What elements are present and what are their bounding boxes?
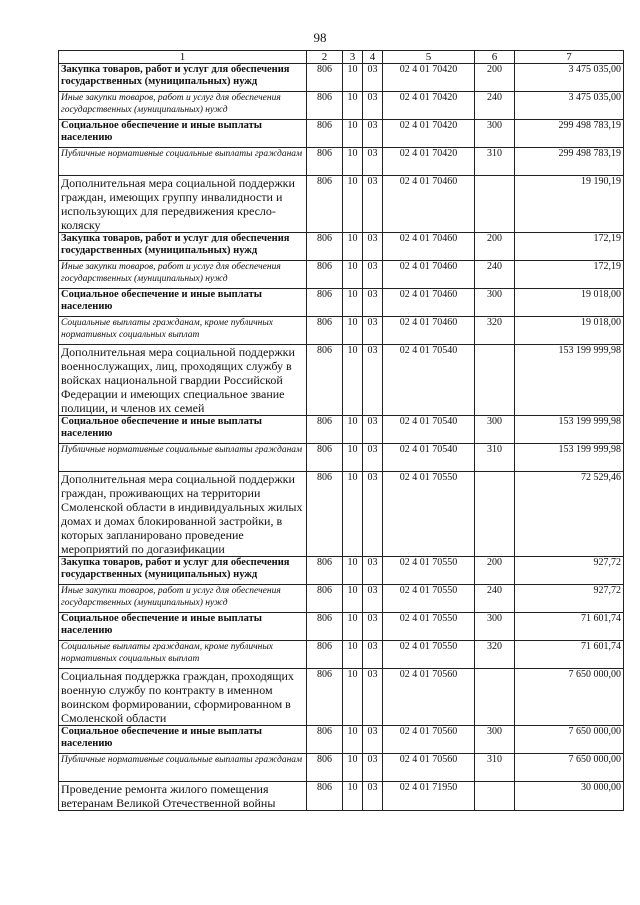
row-name: Социальное обеспечение и иные выплаты населению — [59, 120, 307, 148]
row-amount: 927,72 — [515, 585, 624, 613]
row-subsection: 03 — [363, 148, 383, 176]
row-amount: 19 018,00 — [515, 289, 624, 317]
row-ved: 806 — [307, 317, 343, 345]
row-subsection: 03 — [363, 613, 383, 641]
table-row — [59, 641, 624, 669]
row-section: 10 — [343, 92, 363, 120]
row-section: 10 — [343, 472, 363, 557]
row-target-article: 02 4 01 70420 — [383, 148, 475, 176]
row-section: 10 — [343, 289, 363, 317]
row-amount: 153 199 999,98 — [515, 416, 624, 444]
row-target-article: 02 4 01 70550 — [383, 613, 475, 641]
row-section: 10 — [343, 641, 363, 669]
row-section: 10 — [343, 585, 363, 613]
table-row — [59, 726, 624, 754]
row-name: Закупка товаров, работ и услуг для обеспечения государственных (муниципальных) нужд — [59, 233, 307, 261]
row-expense-type — [475, 782, 515, 811]
row-section: 10 — [343, 148, 363, 176]
row-name: Публичные нормативные социальные выплаты гражданам — [59, 444, 307, 472]
row-name: Иные закупки товаров, работ и услуг для обеспечения государственных (муниципальных) нужд — [59, 261, 307, 289]
row-expense-type: 310 — [475, 148, 515, 176]
row-expense-type: 200 — [475, 233, 515, 261]
row-expense-type: 200 — [475, 557, 515, 585]
row-expense-type: 200 — [475, 64, 515, 92]
row-amount: 299 498 783,19 — [515, 120, 624, 148]
row-section: 10 — [343, 613, 363, 641]
row-ved: 806 — [307, 416, 343, 444]
row-amount: 3 475 035,00 — [515, 64, 624, 92]
row-target-article: 02 4 01 70550 — [383, 585, 475, 613]
row-expense-type: 300 — [475, 289, 515, 317]
row-ved: 806 — [307, 669, 343, 726]
row-amount: 30 000,00 — [515, 782, 624, 811]
row-name: Иные закупки товаров, работ и услуг для обеспечения государственных (муниципальных) нужд — [59, 92, 307, 120]
row-expense-type: 240 — [475, 585, 515, 613]
table-row — [59, 472, 624, 557]
row-name: Социальное обеспечение и иные выплаты населению — [59, 416, 307, 444]
row-amount: 299 498 783,19 — [515, 148, 624, 176]
row-ved: 806 — [307, 585, 343, 613]
row-name: Социальное обеспечение и иные выплаты населению — [59, 613, 307, 641]
row-name: Социальные выплаты гражданам, кроме публичных нормативных социальных выплат — [59, 641, 307, 669]
row-name: Дополнительная мера социальной поддержки граждан, проживающих на территории Смоленской области в индивидуальных жилых домах и домах блокированной застройки, в которых запланировано проведение мероприятий по догазификации — [59, 472, 307, 557]
row-amount: 19 018,00 — [515, 317, 624, 345]
row-target-article: 02 4 01 70420 — [383, 64, 475, 92]
table-row — [59, 92, 624, 120]
row-target-article: 02 4 01 71950 — [383, 782, 475, 811]
row-name: Проведение ремонта жилого помещения ветеранам Великой Отечественной войны — [59, 782, 307, 811]
row-name: Публичные нормативные социальные выплаты гражданам — [59, 754, 307, 782]
row-ved: 806 — [307, 472, 343, 557]
row-amount: 72 529,46 — [515, 472, 624, 557]
row-subsection: 03 — [363, 416, 383, 444]
row-target-article: 02 4 01 70460 — [383, 261, 475, 289]
row-section: 10 — [343, 754, 363, 782]
row-ved: 806 — [307, 726, 343, 754]
row-subsection: 03 — [363, 444, 383, 472]
row-expense-type: 300 — [475, 613, 515, 641]
header-col-section: 3 — [343, 51, 363, 64]
row-section: 10 — [343, 317, 363, 345]
row-expense-type: 300 — [475, 726, 515, 754]
row-ved: 806 — [307, 233, 343, 261]
row-target-article: 02 4 01 70460 — [383, 233, 475, 261]
row-amount: 19 190,19 — [515, 176, 624, 233]
row-expense-type: 320 — [475, 641, 515, 669]
header-col-subsection: 4 — [363, 51, 383, 64]
row-name: Социальная поддержка граждан, проходящих военную службу по контракту в именном воинском формировании, сформированном в Смоленской области — [59, 669, 307, 726]
row-target-article: 02 4 01 70420 — [383, 120, 475, 148]
table-row — [59, 345, 624, 416]
row-amount: 172,19 — [515, 233, 624, 261]
row-ved: 806 — [307, 261, 343, 289]
row-subsection: 03 — [363, 120, 383, 148]
row-amount: 153 199 999,98 — [515, 444, 624, 472]
page-number: 98 — [313, 30, 327, 45]
row-subsection: 03 — [363, 472, 383, 557]
row-ved: 806 — [307, 754, 343, 782]
row-section: 10 — [343, 64, 363, 92]
row-name: Социальное обеспечение и иные выплаты населению — [59, 289, 307, 317]
row-ved: 806 — [307, 148, 343, 176]
row-section: 10 — [343, 782, 363, 811]
row-target-article: 02 4 01 70460 — [383, 317, 475, 345]
row-expense-type — [475, 669, 515, 726]
table-row — [59, 754, 624, 782]
row-section: 10 — [343, 233, 363, 261]
row-subsection: 03 — [363, 754, 383, 782]
table-row — [59, 289, 624, 317]
row-expense-type — [475, 345, 515, 416]
row-target-article: 02 4 01 70560 — [383, 726, 475, 754]
row-target-article: 02 4 01 70460 — [383, 289, 475, 317]
row-ved: 806 — [307, 613, 343, 641]
row-ved: 806 — [307, 176, 343, 233]
table-row — [59, 416, 624, 444]
row-name: Социальное обеспечение и иные выплаты населению — [59, 726, 307, 754]
table-row — [59, 317, 624, 345]
row-target-article: 02 4 01 70560 — [383, 669, 475, 726]
row-subsection: 03 — [363, 782, 383, 811]
row-ved: 806 — [307, 444, 343, 472]
row-subsection: 03 — [363, 261, 383, 289]
table-row — [59, 176, 624, 233]
table-row — [59, 557, 624, 585]
row-subsection: 03 — [363, 557, 383, 585]
row-expense-type: 310 — [475, 754, 515, 782]
table-row — [59, 64, 624, 92]
row-name: Дополнительная мера социальной поддержки граждан, имеющих группу инвалидности и использующих для передвижения кресло-коляску — [59, 176, 307, 233]
row-subsection: 03 — [363, 345, 383, 416]
row-amount: 71 601,74 — [515, 641, 624, 669]
row-amount: 172,19 — [515, 261, 624, 289]
table-row — [59, 120, 624, 148]
table-header-row — [59, 51, 624, 64]
header-col-amount: 7 — [515, 51, 624, 64]
row-section: 10 — [343, 416, 363, 444]
row-section: 10 — [343, 444, 363, 472]
row-subsection: 03 — [363, 641, 383, 669]
row-target-article: 02 4 01 70550 — [383, 472, 475, 557]
row-ved: 806 — [307, 120, 343, 148]
row-name: Иные закупки товаров, работ и услуг для обеспечения государственных (муниципальных) нужд — [59, 585, 307, 613]
row-amount: 7 650 000,00 — [515, 726, 624, 754]
row-section: 10 — [343, 345, 363, 416]
row-section: 10 — [343, 669, 363, 726]
row-section: 10 — [343, 726, 363, 754]
row-subsection: 03 — [363, 176, 383, 233]
row-ved: 806 — [307, 345, 343, 416]
row-target-article: 02 4 01 70420 — [383, 92, 475, 120]
row-target-article: 02 4 01 70540 — [383, 416, 475, 444]
row-ved: 806 — [307, 92, 343, 120]
row-amount: 7 650 000,00 — [515, 754, 624, 782]
row-name: Публичные нормативные социальные выплаты гражданам — [59, 148, 307, 176]
row-target-article: 02 4 01 70550 — [383, 557, 475, 585]
table-row — [59, 444, 624, 472]
row-section: 10 — [343, 261, 363, 289]
row-amount: 927,72 — [515, 557, 624, 585]
row-amount: 7 650 000,00 — [515, 669, 624, 726]
row-name: Закупка товаров, работ и услуг для обеспечения государственных (муниципальных) нужд — [59, 64, 307, 92]
row-expense-type — [475, 472, 515, 557]
row-ved: 806 — [307, 782, 343, 811]
row-ved: 806 — [307, 289, 343, 317]
row-name: Дополнительная мера социальной поддержки военнослужащих, лиц, проходящих службу в войсках национальной гвардии Российской Федерации и имеющих специальное звание полиции, и членов их семей — [59, 345, 307, 416]
row-expense-type: 300 — [475, 416, 515, 444]
row-subsection: 03 — [363, 669, 383, 726]
table-row — [59, 148, 624, 176]
row-subsection: 03 — [363, 233, 383, 261]
row-section: 10 — [343, 120, 363, 148]
row-section: 10 — [343, 557, 363, 585]
row-ved: 806 — [307, 557, 343, 585]
row-expense-type: 300 — [475, 120, 515, 148]
row-subsection: 03 — [363, 317, 383, 345]
header-col-ved: 2 — [307, 51, 343, 64]
row-amount: 153 199 999,98 — [515, 345, 624, 416]
row-name: Социальные выплаты гражданам, кроме публичных нормативных социальных выплат — [59, 317, 307, 345]
row-expense-type: 320 — [475, 317, 515, 345]
header-col-expense-type: 6 — [475, 51, 515, 64]
table-row — [59, 669, 624, 726]
row-expense-type: 240 — [475, 261, 515, 289]
row-target-article: 02 4 01 70460 — [383, 176, 475, 233]
table-row — [59, 233, 624, 261]
row-ved: 806 — [307, 641, 343, 669]
row-expense-type: 310 — [475, 444, 515, 472]
table-row — [59, 613, 624, 641]
row-name: Закупка товаров, работ и услуг для обеспечения государственных (муниципальных) нужд — [59, 557, 307, 585]
row-subsection: 03 — [363, 64, 383, 92]
row-subsection: 03 — [363, 726, 383, 754]
budget-table — [58, 50, 624, 811]
row-ved: 806 — [307, 64, 343, 92]
row-subsection: 03 — [363, 92, 383, 120]
row-subsection: 03 — [363, 585, 383, 613]
row-amount: 3 475 035,00 — [515, 92, 624, 120]
row-amount: 71 601,74 — [515, 613, 624, 641]
table-row — [59, 782, 624, 811]
row-subsection: 03 — [363, 289, 383, 317]
row-expense-type — [475, 176, 515, 233]
header-col-name: 1 — [59, 51, 307, 64]
row-target-article: 02 4 01 70540 — [383, 444, 475, 472]
row-target-article: 02 4 01 70550 — [383, 641, 475, 669]
row-target-article: 02 4 01 70560 — [383, 754, 475, 782]
header-col-target-article: 5 — [383, 51, 475, 64]
table-row — [59, 261, 624, 289]
row-expense-type: 240 — [475, 92, 515, 120]
table-row — [59, 585, 624, 613]
row-target-article: 02 4 01 70540 — [383, 345, 475, 416]
row-section: 10 — [343, 176, 363, 233]
